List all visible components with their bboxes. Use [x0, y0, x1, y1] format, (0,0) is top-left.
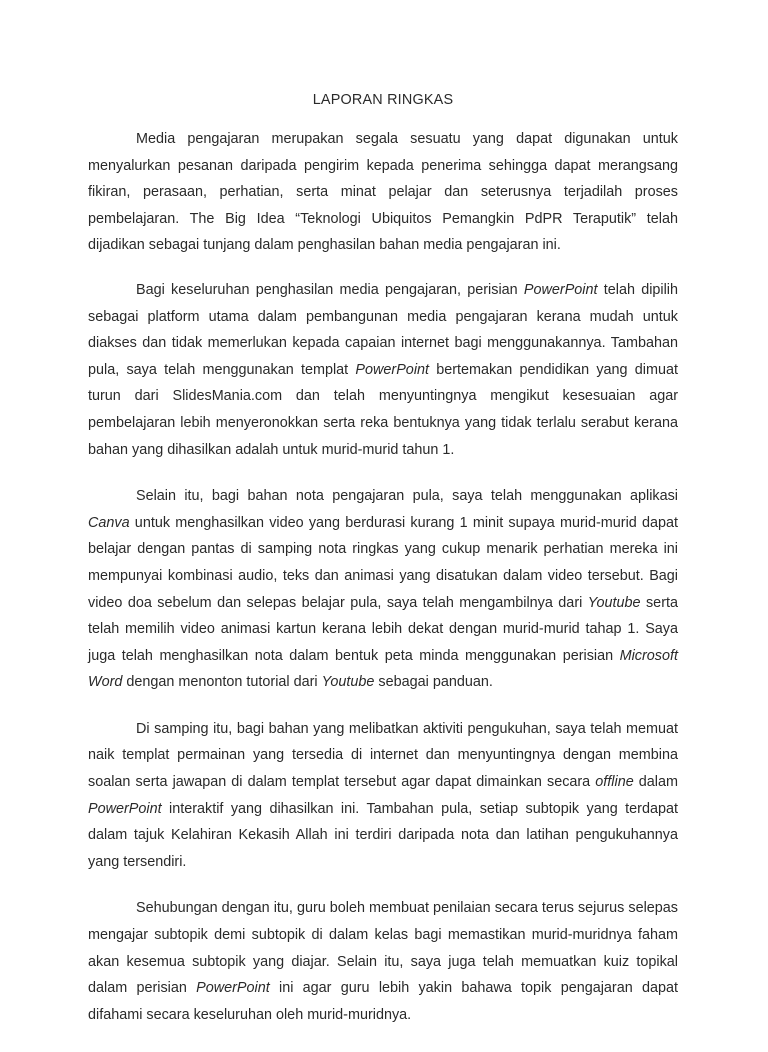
- paragraph-text: Selain itu, bagi bahan nota pengajaran pula, saya telah menggunakan aplikasi: [136, 488, 678, 505]
- italic-term: PowerPoint: [355, 361, 430, 378]
- paragraph: [88, 716, 678, 876]
- paragraph-text: serta telah memilih video animasi kartun kerana lebih dekat dengan murid-murid tahap 1. Saya juga telah menghasilkan nota dalam bentuk peta minda menggunakan perisian: [88, 594, 678, 664]
- italic-term: Canva: [88, 514, 130, 531]
- paragraph: [88, 895, 678, 1028]
- italic-term: Youtube: [587, 594, 641, 611]
- document-body: [88, 90, 678, 1052]
- document-title: LAPORAN RINGKAS: [312, 92, 454, 108]
- paragraph-text: ini agar guru lebih yakin bahawa topik pengajaran dapat difahami secara keseluruhan oleh murid-muridnya.: [88, 980, 678, 1023]
- italic-term: PowerPoint: [523, 281, 598, 298]
- paragraph-text: Di samping itu, bagi bahan yang melibatkan aktiviti pengukuhan, saya telah memuat naik templat permainan yang tersedia di internet dan menyuntingnya dengan membina soalan serta jawapan di dalam templat tersebut agar dapat dimainkan secara: [88, 720, 678, 791]
- italic-term: PowerPoint: [88, 800, 162, 817]
- paragraph-text: bertemakan pendidikan yang dimuat turun dari SlidesMania.com dan telah menyuntingnya mengikut kesesuaian agar pembelajaran lebih menyeronokkan serta reka bentuknya yang tidak terlalu serabut kerana bahan yang dihasilkan adalah untuk murid-murid tahun 1.: [88, 361, 678, 458]
- paragraph-text: sebagai panduan.: [374, 674, 493, 691]
- paragraph-text: interaktif yang dihasilkan ini. Tambahan pula, setiap subtopik yang terdapat dalam tajuk Kelahiran Kekasih Allah ini terdiri daripada nota dan latihan pengukuhannya yang tersendiri.: [88, 800, 678, 870]
- italic-term: Youtube: [321, 674, 375, 691]
- paragraph-text: telah dipilih sebagai platform utama dalam pembangunan media pengajaran kerana mudah untuk diakses dan tidak memerlukan kepada capaian internet bagi menggunakannya. Tambahan pula, saya telah menggunakan templat: [88, 281, 678, 378]
- paragraph-text: Media pengajaran merupakan segala sesuatu yang dapat digunakan untuk menyalurkan pesanan daripada pengirim kepada penerima sehingga dapat merangsang fikiran, perasaan, perhatian, serta minat pelajar dan seterusnya terjadilah proses pembelajaran. The Big Idea “Teknologi Ubiquitos Pemangkin PdPR Teraputik” telah dijadikan sebagai tunjang dalam penghasilan bahan media pengajaran ini.: [88, 131, 678, 254]
- italic-term: Microsoft Word: [88, 647, 678, 691]
- paragraph-text: dalam: [633, 774, 678, 791]
- paragraph: [88, 126, 678, 259]
- italic-term: offline: [595, 774, 634, 791]
- paragraph-text: untuk menghasilkan video yang berdurasi kurang 1 minit supaya murid-murid dapat belajar dengan pantas di samping nota ringkas yang cukup menarik perhatian mereka ini mempunyai kombinasi audio, teks dan animasi yang disatukan dalam video tersebut. Bagi video doa sebelum dan selepas belajar pula, saya telah mengambilnya dari: [88, 514, 678, 611]
- italic-term: PowerPoint: [196, 980, 270, 997]
- paragraph: [88, 277, 678, 463]
- paragraph-text: dengan menonton tutorial dari: [122, 674, 322, 691]
- paragraph: [88, 483, 678, 696]
- paragraph-text: Sehubungan dengan itu, guru boleh membuat penilaian secara terus sejurus selepas mengajar subtopik demi subtopik di dalam kelas bagi memastikan murid-muridnya faham akan kesemua subtopik yang diajar. Selain itu, saya juga telah memuatkan kuiz topikal dalam perisian: [88, 900, 678, 997]
- paragraph-text: Bagi keseluruhan penghasilan media pengajaran, perisian: [136, 281, 524, 298]
